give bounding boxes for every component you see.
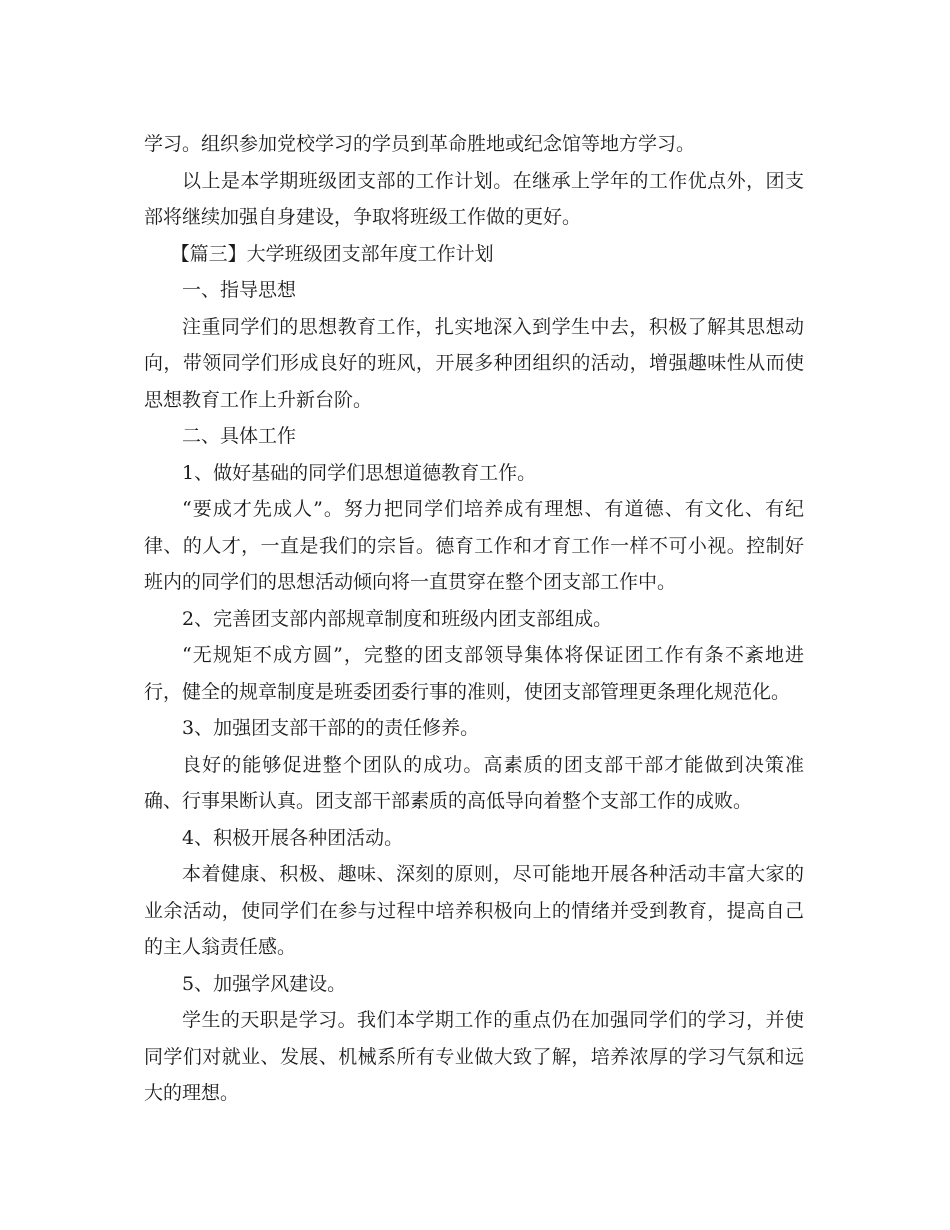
- paragraph-guiding-thought: 注重同学们的思想教育工作，扎实地深入到学生中去，积极了解其思想动向，带领同学们形成良好的班风，开展多种团组织的活动，增强趣味性从而使思想教育工作上升新台阶。: [144, 315, 804, 411]
- item-4-title: 4、积极开展各种团活动。: [182, 826, 404, 849]
- item-2-body: “无规矩不成方圆”，完整的团支部领导集体将保证团工作有条不紊地进行，健全的规章制度是班委团委行事的准则，使团支部管理更条理化规范化。: [144, 644, 804, 703]
- section-title: 【篇三】大学班级团支部年度工作计划: [170, 242, 494, 265]
- item-3-title: 3、加强团支部干部的的责任修养。: [182, 717, 480, 739]
- heading-specific-work: 二、具体工作: [182, 425, 297, 447]
- item-5-title: 5、加强学风建设。: [182, 972, 347, 995]
- item-1-title: 1、做好基础的同学们思想道德教育工作。: [182, 461, 537, 484]
- item-3-body: 良好的能够促进整个团队的成功。高素质的团支部干部才能做到决策准确、行事果断认真。团支部干部素质的高低导向着整个支部工作的成败。: [144, 753, 804, 812]
- item-1-body: “要成才先成人”。努力把同学们培养成有理想、有道德、有文化、有纪律、的人才，一直是我们的宗旨。德育工作和才育工作一样不可小视。控制好班内的同学们的思想活动倾向将一直贯穿在整个团支部工作中。: [144, 498, 804, 593]
- item-5-body: 学生的天职是学习。我们本学期工作的重点仍在加强同学们的学习，并使同学们对就业、发展、机械系所有专业做大致了解，培养浓厚的学习气氛和远大的理想。: [144, 1009, 804, 1104]
- document-body: [144, 126, 804, 1112]
- item-2-title: 2、完善团支部内部规章制度和班级内团支部组成。: [182, 607, 613, 630]
- paragraph-summary: 以上是本学期班级团支部的工作计划。在继承上学年的工作优点外，团支部将继续加强自身建设，争取将班级工作做的更好。: [144, 169, 804, 228]
- item-4-body: 本着健康、积极、趣味、深刻的原则，尽可能地开展各种活动丰富大家的业余活动，使同学们在参与过程中培养积极向上的情绪并受到教育，提高自己的主人翁责任感。: [144, 863, 804, 958]
- heading-guiding-thought: 一、指导思想: [182, 279, 297, 301]
- paragraph-continuation: 学习。组织参加党校学习的学员到革命胜地或纪念馆等地方学习。: [144, 133, 696, 155]
